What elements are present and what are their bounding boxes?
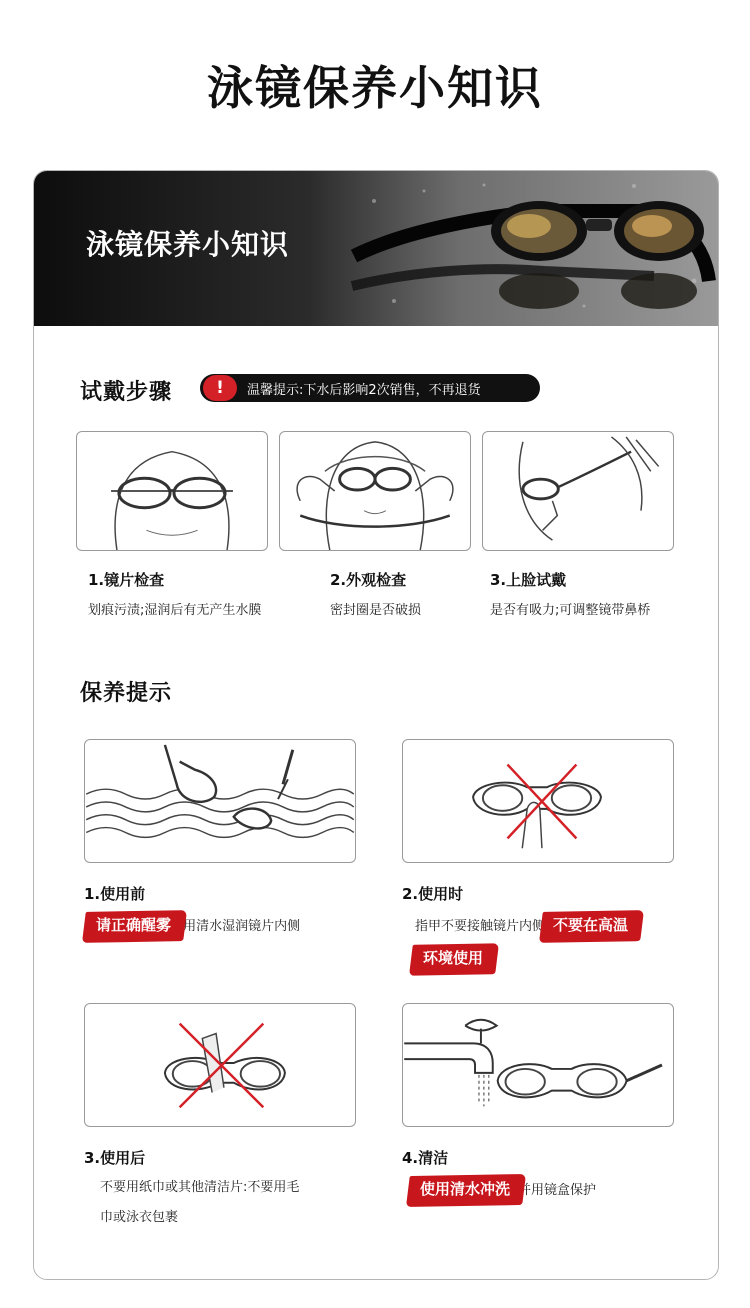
step-title: 3.上脸试戴 [490, 571, 567, 589]
step-desc: 密封圈是否破损 [330, 603, 422, 618]
warning-icon: ! [203, 375, 237, 401]
tip-text: ,用清水湿润镜片内侧 [179, 919, 301, 934]
notice-banner [200, 374, 540, 402]
rinse-faucet-illustration [402, 1003, 674, 1127]
banner [34, 171, 719, 326]
no-touch-illustration [402, 739, 674, 863]
tip-highlight: 不要在高温 [545, 909, 636, 942]
try-on-illustration [482, 431, 674, 551]
care-section-title: 保养提示 [80, 681, 173, 706]
tip-desc [88, 909, 300, 942]
step-desc: 划痕污渍;湿润后有无产生水膜 [88, 603, 262, 618]
goggles-front-illustration [76, 431, 268, 551]
wet-lens-illustration [84, 739, 356, 863]
page-title: 泳镜保养小知识 [207, 61, 543, 115]
step-title: 1.镜片检查 [88, 571, 165, 589]
tip-text: 巾或泳衣包裹 [100, 1210, 179, 1225]
tip-title: 3.使用后 [84, 1149, 146, 1167]
step-title: 2.外观检查 [330, 571, 407, 589]
adjust-goggles-illustration [279, 431, 471, 551]
tip-desc [100, 1173, 380, 1233]
tip-highlight: 环境使用 [415, 942, 491, 975]
tip-text: 指甲不要接触镜片内侧 [415, 919, 546, 934]
notice-text: 温馨提示:下水后影响2次销售，不再退货 [247, 382, 481, 398]
step-desc: 是否有吸力;可调整镜带鼻桥 [490, 603, 651, 618]
tip-highlight: 请正确醒雾 [88, 909, 179, 942]
banner-title: 泳镜保养小知识 [86, 228, 290, 261]
tip-title: 1.使用前 [84, 885, 146, 903]
tip-title: 4.清洁 [402, 1149, 449, 1167]
tip-desc [412, 1173, 596, 1206]
trial-section-title: 试戴步骤 [80, 380, 173, 405]
info-card [33, 170, 719, 1280]
tip-title: 2.使用时 [402, 885, 464, 903]
tip-highlight: 使用清水冲洗 [412, 1173, 518, 1206]
tip-text: 不要用纸巾或其他清洁片:不要用毛 [100, 1180, 300, 1195]
no-wipe-illustration [84, 1003, 356, 1127]
goggles-photo-icon [334, 171, 719, 326]
tip-desc [415, 909, 705, 975]
tip-text: 并用镜盒保护 [518, 1183, 597, 1198]
